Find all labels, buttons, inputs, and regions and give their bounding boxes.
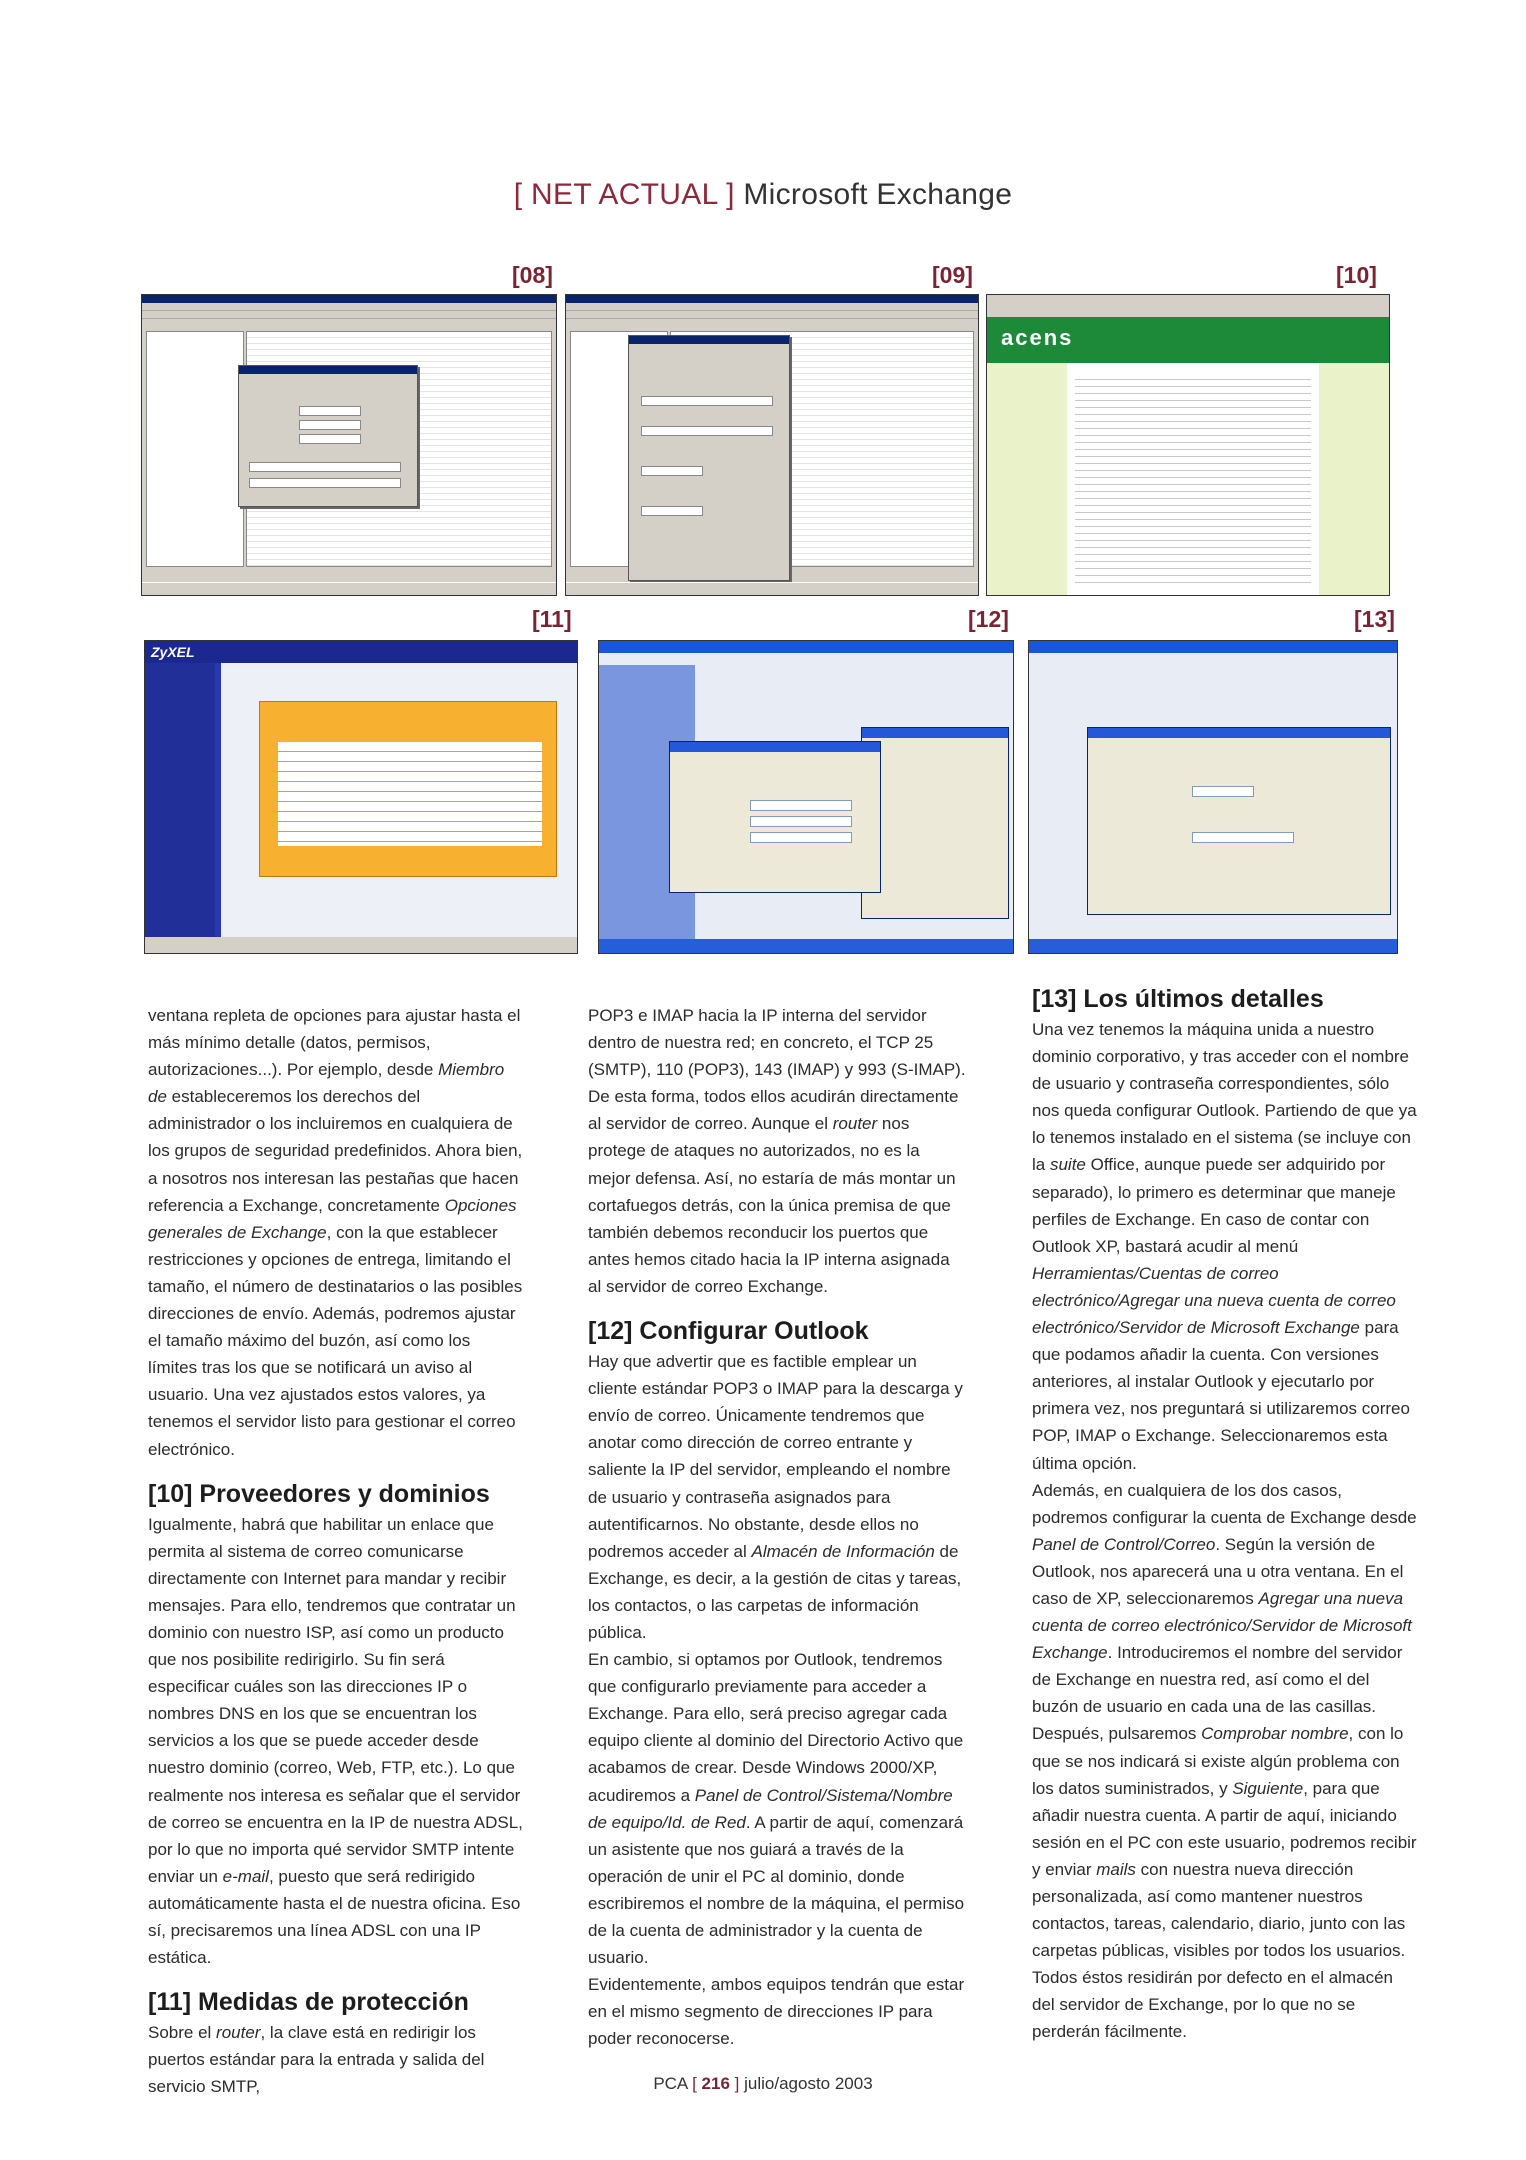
dialog-field xyxy=(249,462,401,472)
dialog-field xyxy=(641,426,773,436)
dialog-field xyxy=(249,478,401,488)
page-bracket-open: [ xyxy=(692,2074,697,2093)
page-bracket-close: ] xyxy=(734,2074,740,2093)
paragraph: En cambio, si optamos por Outlook, tendremos que configurarlo previamente para acceder a Exchange. Para ello, será preciso agregar cada equipo cliente al dominio del Directorio Activo que acabamos de crear. Desde Windows 2000/XP, acudiremos a Panel de Control/Sistema/Nombre de equipo/Id. de Red. A partir de aquí, comenzará un asistente que nos guiará a través de la operación de unir el PC al dominio, donde escribiremos el nombre de la máquina, el permiso de la cuenta de administrador y la cuenta de usuario. xyxy=(588,1650,965,1968)
figure-label-12: [12] xyxy=(968,606,1009,632)
router-header xyxy=(145,641,577,663)
section-heading-10: [10] Proveedores y dominios xyxy=(148,1479,490,1508)
page-footer xyxy=(0,2074,1526,2094)
paragraph: Una vez tenemos la máquina unida a nuestro dominio corporativo, y tras acceder con el nombre de usuario y contraseña correspondientes, sólo nos queda configurar Outlook. Partiendo de que ya lo tenemos instalado en el sistema (se incluye con la suite Office, aunque puede ser adquirido por separado), lo primero es determinar que maneje perfiles de Exchange. En caso de contar con Outlook XP, bastará acudir al menú Herramientas/Cuentas de correo electrónico/Agregar una nueva cuenta de correo electrónico/Servidor de Microsoft Exchange para que podamos añadir la cuenta. Con versiones anteriores, al instalar Outlook y ejecutarlo por primera vez, nos preguntará si utilizaremos correo POP, IMAP o Exchange. Seleccionaremos esta última opción. xyxy=(1032,1020,1417,1473)
wizard-field xyxy=(750,800,852,811)
section-heading-11: [11] Medidas de protección xyxy=(148,1988,469,2017)
taskbar xyxy=(599,939,1013,953)
taskbar xyxy=(566,582,978,595)
screenshot-13 xyxy=(1028,640,1398,954)
router-status-bar xyxy=(145,937,577,953)
exchange-options-dialog xyxy=(628,335,790,581)
window-titlebar xyxy=(566,295,978,303)
issue-date: julio/agosto 2003 xyxy=(744,2074,873,2093)
screenshot-08 xyxy=(141,294,557,596)
wizard-field xyxy=(750,816,852,827)
screenshot-10 xyxy=(986,294,1390,596)
system-properties-dialog xyxy=(861,727,1009,919)
network-id-wizard xyxy=(669,741,881,893)
user-properties-dialog xyxy=(238,365,418,507)
window-toolbar xyxy=(566,311,978,319)
window-menubar xyxy=(566,303,978,311)
site-right-menu xyxy=(1319,363,1389,595)
section-heading-13: [13] Los últimos detalles xyxy=(1032,985,1324,1013)
figure-label-11: [11] xyxy=(532,606,572,632)
dialog-field xyxy=(299,406,361,416)
site-content xyxy=(1075,373,1311,585)
directory-tree xyxy=(146,331,244,567)
port-forwarding-form xyxy=(259,701,557,877)
page-number: 216 xyxy=(701,2074,730,2093)
figure-label-09: [09] xyxy=(932,262,973,288)
exchange-account-dialog xyxy=(1087,727,1391,915)
paragraph: POP3 e IMAP hacia la IP interna del servidor dentro de nuestra red; en concreto, el TCP 25 (SMTP), 110 (POP3), 143 (IMAP) y 993 (S-IMAP). De esta forma, todos ellos acudirán directamente al servidor de correo. Aunque el router nos protege de ataques no autorizados, no es la mejor defensa. Así, no estaría de más montar un cortafuegos detrás, con la única premisa de que también debemos reconducir los puertos que antes hemos citado hacia la IP interna asignada al servidor de correo Exchange. xyxy=(588,1006,966,1296)
server-name-field xyxy=(1192,786,1254,797)
window-menubar xyxy=(142,303,556,311)
page-header xyxy=(0,178,1526,212)
figure-label-10: [10] xyxy=(1336,262,1377,288)
figure-label-08: [08] xyxy=(512,262,553,288)
figure-label-13: [13] xyxy=(1354,606,1395,632)
zyxel-logo: ZyXEL xyxy=(151,644,195,660)
paragraph: Además, en cualquiera de los dos casos, podremos configurar la cuenta de Exchange desde Panel de Control/Correo. Según la versión de Outlook, nos aparecerá una u otra ventana. En el caso de XP, seleccionaremos Agregar una nueva cuenta de correo electrónico/Servidor de Microsoft Exchange. Introduciremos el nombre del servidor de Exchange en nuestra red, así como el del buzón de usuario en cada una de las casillas. Después, pulsaremos Comprobar nombre, con lo que se nos indicará si existe algún problema con los datos suministrados, y Siguiente, para que añadir nuestra cuenta. A partir de aquí, iniciando sesión en el PC con este usuario, podremos recibir y enviar mails con nuestra nueva dirección personalizada, así como mantener nuestros contactos, tareas, calendario, diario, junto con las carpetas públicas, visibles por todos los usuarios. Todos éstos residirán por defecto en el almacén del servidor de Exchange, por lo que no se perderán fácilmente. xyxy=(1032,1480,1417,2042)
dialog-field xyxy=(299,420,361,430)
publication-name: PCA xyxy=(653,2074,688,2093)
article-column-3 xyxy=(1032,982,1418,2046)
router-nav xyxy=(145,663,215,937)
dialog-titlebar xyxy=(239,366,417,374)
paragraph: Evidentemente, ambos equipos tendrán que estar en el mismo segmento de direcciones IP para poder reconocerse. xyxy=(588,1975,965,2049)
window-toolbar xyxy=(142,311,556,319)
screenshot-12 xyxy=(598,640,1014,954)
dialog-field xyxy=(641,466,703,476)
screenshot-09 xyxy=(565,294,979,596)
paragraph: Hay que advertir que es factible emplear un cliente estándar POP3 o IMAP para la descarga y envío de correo. Únicamente tendremos que anotar como dirección de correo entrante y saliente la IP del servidor, empleando el nombre de usuario y contraseña asignados para autentificarnos. No obstante, desde ellos no podremos acceder al Almacén de Información de Exchange, es decir, a la gestión de citas y tareas, los contactos, o las carpetas de información pública. xyxy=(588,1352,963,1642)
section-heading-12: [12] Configurar Outlook xyxy=(588,1317,869,1346)
browser-chrome xyxy=(987,295,1389,318)
wizard-field xyxy=(750,832,852,843)
mailbox-name-field xyxy=(1192,832,1294,843)
window-titlebar xyxy=(1029,641,1397,653)
dialog-field xyxy=(641,506,703,516)
dialog-titlebar xyxy=(862,728,1008,738)
dialog-titlebar xyxy=(670,742,880,752)
site-left-menu xyxy=(987,363,1067,595)
acens-logo: acens xyxy=(1001,325,1074,350)
section-tag: [ NET ACTUAL ] xyxy=(513,178,735,211)
paragraph: Sobre el router, la clave está en redirigir los puertos estándar para la entrada y salida del servicio SMTP, xyxy=(148,2023,485,2097)
article-column-1 xyxy=(148,1002,524,2100)
window-titlebar xyxy=(599,641,1013,653)
router-panel xyxy=(221,663,577,937)
dialog-field xyxy=(641,396,773,406)
dialog-titlebar xyxy=(1088,728,1390,738)
dialog-titlebar xyxy=(629,336,789,344)
window-titlebar xyxy=(142,295,556,303)
port-forwarding-table xyxy=(278,742,542,846)
section-subtitle: Microsoft Exchange xyxy=(743,178,1013,211)
paragraph: ventana repleta de opciones para ajustar hasta el más mínimo detalle (datos, permisos, autorizaciones...). Por ejemplo, desde Miembro de estableceremos los derechos del administrador o los incluiremos en cualquiera de los grupos de seguridad predefinidos. Ahora bien, a nosotros nos interesan las pestañas que hacen referencia a Exchange, concretamente Opciones generales de Exchange, con la que establecer restricciones y opciones de entrega, limitando el tamaño, el número de destinatarios o las posibles direcciones de envío. Además, podremos ajustar el tamaño máximo del buzón, así como los límites tras los que se notificará un aviso al usuario. Una vez ajustados estos valores, ya tenemos el servidor listo para gestionar el correo electrónico. xyxy=(148,1006,523,1459)
taskbar xyxy=(1029,939,1397,953)
screenshot-11 xyxy=(144,640,578,954)
taskbar xyxy=(142,582,556,595)
paragraph: Igualmente, habrá que habilitar un enlace que permita al sistema de correo comunicarse directamente con Internet para mandar y recibir mensajes. Para ello, tendremos que contratar un dominio con nuestro ISP, así como un producto que nos posibilite redirigirlo. Su fin será especificar cuáles son las direcciones IP o nombres DNS en los que se encuentran los servicios a los que se puede acceder desde nuestro dominio (correo, Web, FTP, etc.). Lo que realmente nos interesa es señalar que el servidor de correo se encuentra en la IP de nuestra ADSL, por lo que no importa qué servidor SMTP intente enviar un e-mail, puesto que será redirigido automáticamente hasta el de nuestra oficina. Eso sí, precisaremos una línea ADSL con una IP estática. xyxy=(148,1514,523,1968)
article-column-2 xyxy=(588,1002,966,2052)
dialog-field xyxy=(299,434,361,444)
